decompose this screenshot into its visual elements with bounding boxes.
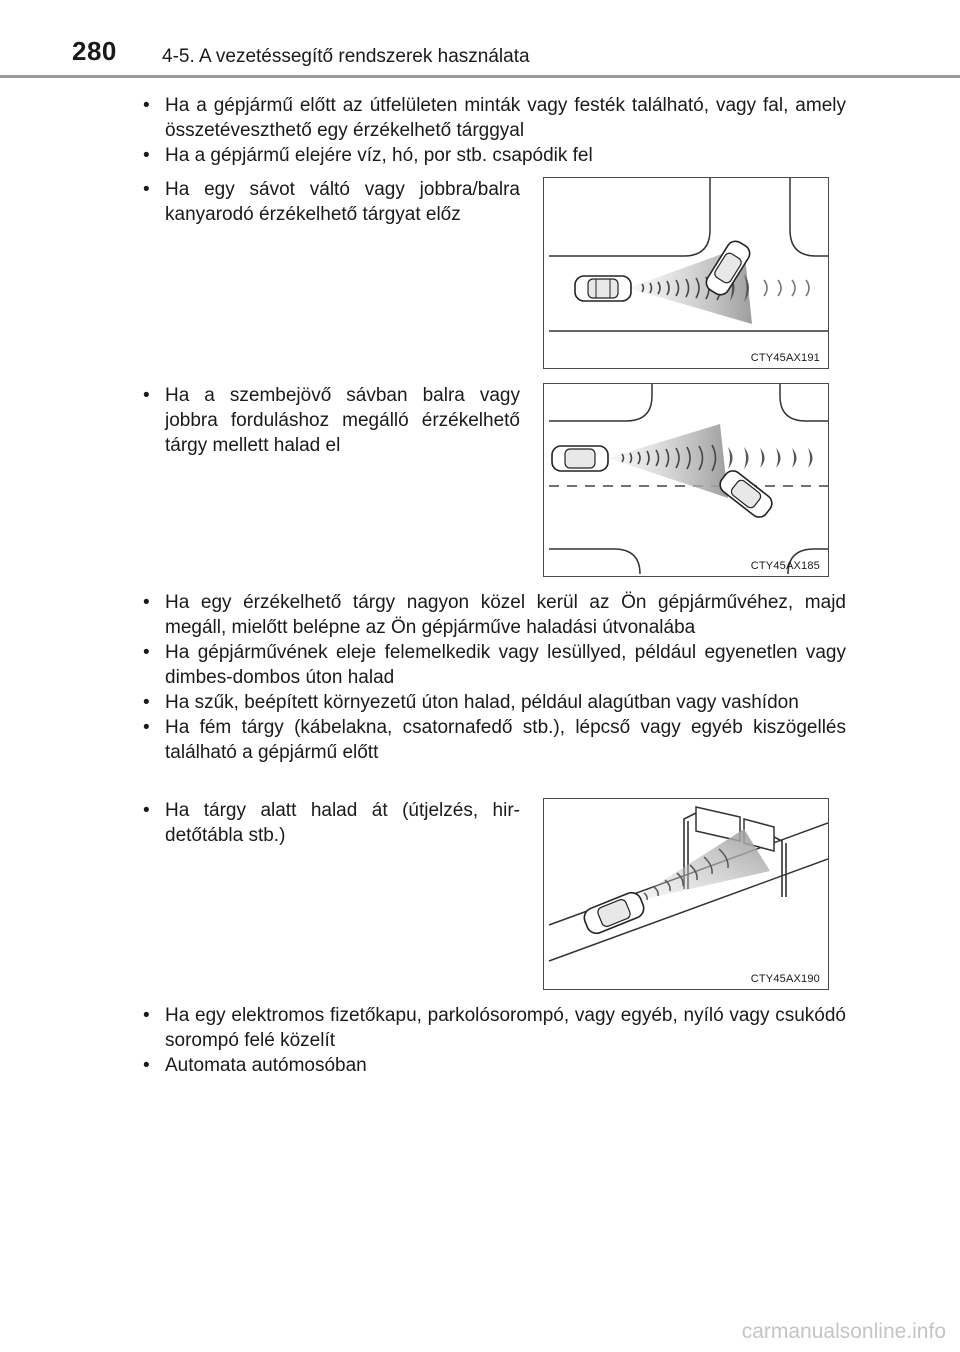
figure-lane-change xyxy=(543,177,829,369)
list-item: • Ha egy elektromos fizetőkapu, parkolósorompó, vagy egyéb, nyíló vagy csukódó sorompó felé közelít xyxy=(140,1003,846,1053)
figure-oncoming xyxy=(543,383,829,577)
header-divider xyxy=(0,75,960,78)
figure-overhead xyxy=(543,798,829,990)
list-item: • Ha a szembejövő sávban balra vagy jobbra forduláshoz megálló érzékelhető tárgy mellett halad el xyxy=(140,383,520,458)
list-item: • Ha egy sávot váltó vagy jobbra/balra kanyarodó érzékelhető tárgyat előz xyxy=(140,177,520,227)
oncoming-illustration xyxy=(544,384,828,576)
middle-list xyxy=(140,590,846,765)
own-car xyxy=(552,446,608,471)
section-title: 4-5. A vezetéssegítő rendszerek használata xyxy=(162,46,530,67)
oncoming-list xyxy=(140,383,520,458)
list-item: • Ha egy érzékelhető tárgy nagyon közel kerül az Ön gépjárművéhez, majd megáll, mielőtt belépne az Ön gépjárműve haladási útvonalába xyxy=(140,590,846,640)
figure-code: CTY45AX191 xyxy=(750,352,820,364)
overhead-list xyxy=(140,798,520,848)
overhead-illustration xyxy=(544,799,828,989)
own-car xyxy=(575,276,631,301)
list-item: • Ha a gépjármű előtt az útfelületen minták vagy festék található, vagy fal, amely összetéveszthető egy érzékelhető tárggyal xyxy=(140,93,846,143)
lane-change-list xyxy=(140,177,520,227)
list-item: • Ha a gépjármű elejére víz, hó, por stb. csapódik fel xyxy=(140,143,846,168)
list-item: • Ha szűk, beépített környezetű úton halad, például alagútban vagy vashídon xyxy=(140,690,846,715)
page-number: 280 xyxy=(72,36,117,66)
oncoming-car xyxy=(717,467,776,520)
end-list xyxy=(140,1003,846,1078)
watermark: carmanualsonline.info xyxy=(741,1320,946,1343)
lane-change-illustration xyxy=(544,178,828,368)
list-item: • Ha tárgy alatt halad át (útjelzés, hirdetőtábla stb.) xyxy=(140,798,520,848)
figure-code: CTY45AX185 xyxy=(750,560,820,572)
intro-list xyxy=(140,93,846,168)
list-item: • Ha gépjárművének eleje felemelkedik vagy lesüllyed, például egyenetlen vagy dimbes-dombos úton halad xyxy=(140,640,846,690)
list-item: • Ha fém tárgy (kábelakna, csatornafedő stb.), lépcső vagy egyéb kiszögellés található a gépjármű előtt xyxy=(140,715,846,765)
list-item: • Automata autómosóban xyxy=(140,1053,846,1078)
figure-code: CTY45AX190 xyxy=(750,973,820,985)
